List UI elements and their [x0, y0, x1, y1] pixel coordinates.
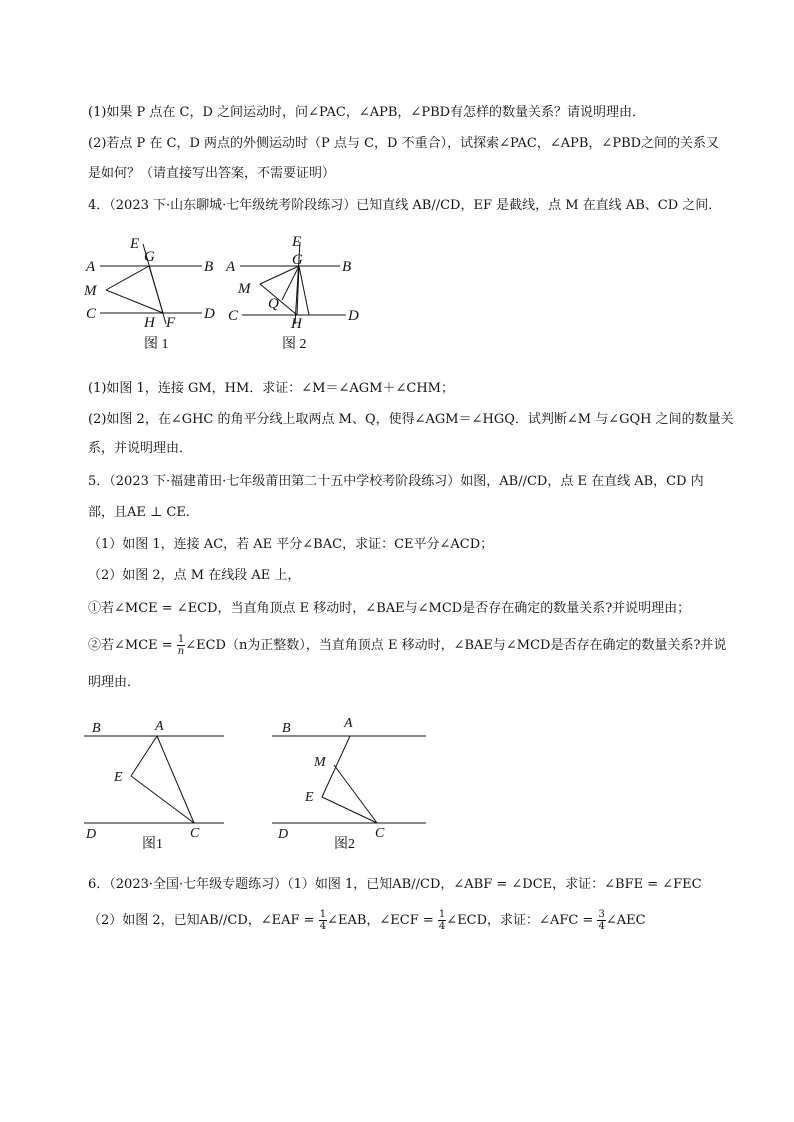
q5-part2: （2）如图 2，点 M 在线段 AE 上，: [88, 568, 301, 583]
q5-figures: [78, 712, 438, 862]
segment-gh: [149, 266, 163, 313]
label-d-5: D: [86, 827, 97, 842]
q5-sub1: ①若∠MCE = ∠ECD，当直角顶点 E 移动时，∠BAE与∠MCD是否存在确定的数量关系?并说明理由；: [88, 601, 691, 616]
label-h-2: H: [291, 316, 302, 332]
label-a-5: A: [155, 719, 164, 734]
label-h: H: [144, 315, 155, 331]
label-a-2: A: [226, 259, 236, 275]
segment-gf-2: [299, 266, 309, 315]
q6-title: 6．（2023·全国·七年级专题练习）（1）如图 1，已知AB//CD，∠ABF = ∠DCE，求证：∠BFE = ∠FEC: [88, 877, 702, 892]
segment-ec: [131, 776, 194, 823]
label-m-2: M: [238, 281, 251, 297]
q4-part2-line2: 系，并说明理由．: [88, 441, 193, 456]
q4-fig1-caption: 图 1: [144, 337, 169, 352]
fraction-1-over-n: $\frac{1}{n}$: [177, 634, 185, 657]
q6-part2-prefix: （2）如图 2，已知AB//CD，∠EAF =: [88, 913, 319, 928]
q3-part2-line2: 是如何？（请直接写出答案，不需要证明）: [88, 166, 336, 181]
q5-title-line2: 部，且AE ⊥ CE．: [88, 505, 199, 520]
label-b: B: [204, 259, 214, 275]
q4-part1: (1)如图 1，连接 GM，HM．求证：∠M＝∠AGM＋∠CHM；: [88, 381, 454, 396]
q4-title: 4．（2023 下·山东聊城·七年级统考阶段练习）已知直线 AB//CD，EF 是截线，点 M 在直线 AB、CD 之间．: [88, 198, 722, 213]
label-g-2: G: [292, 252, 303, 268]
fraction-1-4-a: $\frac{1}{4}$: [319, 909, 327, 932]
label-c-5b: C: [375, 826, 385, 841]
segment-hm: [106, 290, 163, 313]
label-m: M: [84, 283, 97, 299]
q5-fig1-caption: 图1: [142, 837, 163, 852]
fraction-1-4-b: $\frac{1}{4}$: [438, 909, 446, 932]
q6-part2-end: ∠AEC: [605, 913, 646, 928]
q4-figures: [70, 228, 370, 360]
label-a-5b: A: [344, 716, 353, 731]
segment-gm: [106, 266, 149, 290]
q6-part2-mid2: ∠ECD，求证：∠AFC =: [446, 913, 598, 928]
label-g: G: [144, 249, 155, 265]
q5-sub2-line2: 明理由．: [88, 675, 141, 690]
label-b-5b: B: [282, 721, 291, 736]
q5-figure-1: [84, 736, 224, 823]
label-e: E: [130, 236, 140, 252]
q3-part1: (1)如果 P 点在 C，D 之间运动时，问∠PAC，∠APB，∠PBD有怎样的数量关系？请说明理由．: [88, 105, 646, 120]
q6-part2-mid1: ∠EAB，∠ECF =: [327, 913, 438, 928]
q3-part2-line1: (2)若点 P 在 C，D 两点的外侧运动时（P 点与 C，D 不重合），试探索∠PAC，∠APB，∠PBD之间的关系又: [88, 136, 720, 151]
q5-part1: （1）如图 1，连接 AC，若 AE 平分∠BAC，求证：CE平分∠ACD；: [88, 537, 494, 552]
label-c: C: [86, 306, 97, 322]
label-d-5b: D: [278, 827, 289, 842]
q4-part2-line1: (2)如图 2，在∠GHC 的角平分线上取两点 M、Q，使得∠AGM＝∠HGQ．试判断∠M 与∠GQH 之间的数量关: [88, 412, 734, 427]
q4-fig2-caption: 图 2: [282, 337, 307, 352]
q5-sub2-suffix: ∠ECD（n为正整数），当直角顶点 E 移动时，∠BAE与∠MCD是否存在确定的数量关系?并说: [185, 638, 727, 653]
label-c-5: C: [190, 826, 200, 841]
fraction-3-4: $\frac{3}{4}$: [598, 909, 605, 932]
segment-ac: [157, 736, 194, 823]
segment-ae: [131, 736, 157, 776]
label-q-2: Q: [268, 296, 279, 312]
q5-title-line1: 5．（2023 下·福建莆田·七年级莆田第二十五中学校考阶段练习）如图，AB//CD，点 E 在直线 AB，CD 内: [88, 474, 704, 489]
label-a: A: [86, 259, 96, 275]
label-d-2: D: [348, 308, 359, 324]
label-b-5: B: [92, 721, 101, 736]
label-e-5: E: [114, 770, 123, 785]
label-m-5b: M: [314, 755, 326, 770]
label-d: D: [204, 306, 215, 322]
q5-sub2-prefix: ②若∠MCE =: [88, 638, 177, 653]
label-f: F: [166, 315, 176, 331]
segment-ae-2: [322, 736, 350, 797]
label-c-2: C: [228, 308, 239, 324]
q5-fig2-caption: 图2: [334, 837, 355, 852]
label-b-2: B: [342, 259, 352, 275]
q6-part2: [88, 908, 646, 934]
q5-figure-2: [272, 736, 426, 823]
segment-ec-2: [322, 797, 377, 823]
segment-mc-2: [334, 765, 377, 823]
label-e-5b: E: [305, 790, 314, 805]
segment-gm-2: [260, 266, 299, 284]
q5-sub2: [88, 633, 726, 659]
label-e-2: E: [292, 234, 302, 250]
